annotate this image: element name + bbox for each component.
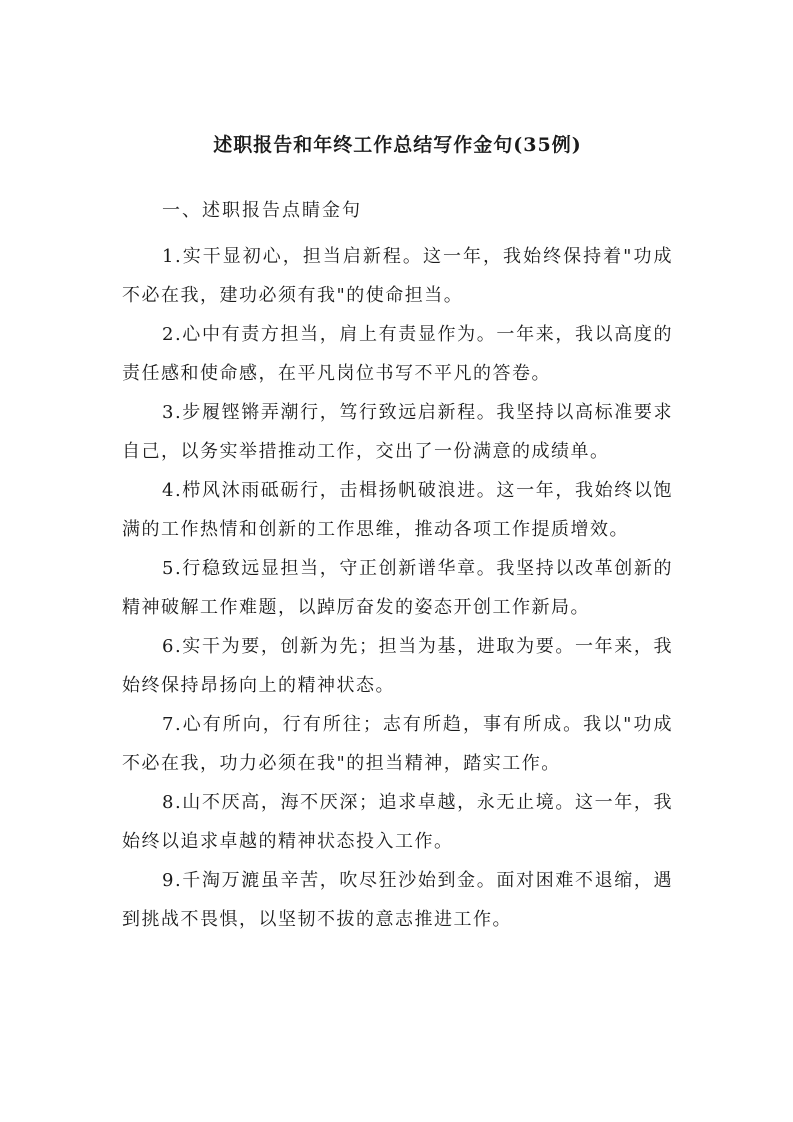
list-item-3: 3.步履铿锵弄潮行，笃行致远启新程。我坚持以高标准要求自己，以务实举措推动工作，交出了一份满意的成绩单。	[122, 402, 673, 462]
document-title: 述职报告和年终工作总结写作金句(35例)	[213, 134, 582, 156]
list-item-6: 6.实干为要，创新为先；担当为基，进取为要。一年来，我始终保持昂扬向上的精神状态。	[122, 636, 673, 696]
list-item-4: 4.栉风沐雨砥砺行，击楫扬帆破浪进。这一年，我始终以饱满的工作热情和创新的工作思维，推动各项工作提质增效。	[122, 480, 673, 540]
list-item-7: 7.心有所向，行有所往；志有所趋，事有所成。我以"功成不必在我，功力必须在我"的担当精神，踏实工作。	[122, 714, 673, 774]
list-item-2: 2.心中有责方担当，肩上有责显作为。一年来，我以高度的责任感和使命感，在平凡岗位书写不平凡的答卷。	[122, 324, 673, 384]
list-item-1: 1.实干显初心，担当启新程。这一年，我始终保持着"功成不必在我，建功必须有我"的使命担当。	[122, 246, 673, 306]
list-item-9: 9.千淘万漉虽辛苦，吹尽狂沙始到金。面对困难不退缩，遇到挑战不畏惧，以坚韧不拔的意志推进工作。	[122, 870, 673, 930]
list-item-5: 5.行稳致远显担当，守正创新谱华章。我坚持以改革创新的精神破解工作难题，以踔厉奋发的姿态开创工作新局。	[122, 558, 673, 618]
list-item-8: 8.山不厌高，海不厌深；追求卓越，永无止境。这一年，我始终以追求卓越的精神状态投入工作。	[122, 792, 673, 852]
section-heading: 一、述职报告点睛金句	[162, 200, 362, 221]
